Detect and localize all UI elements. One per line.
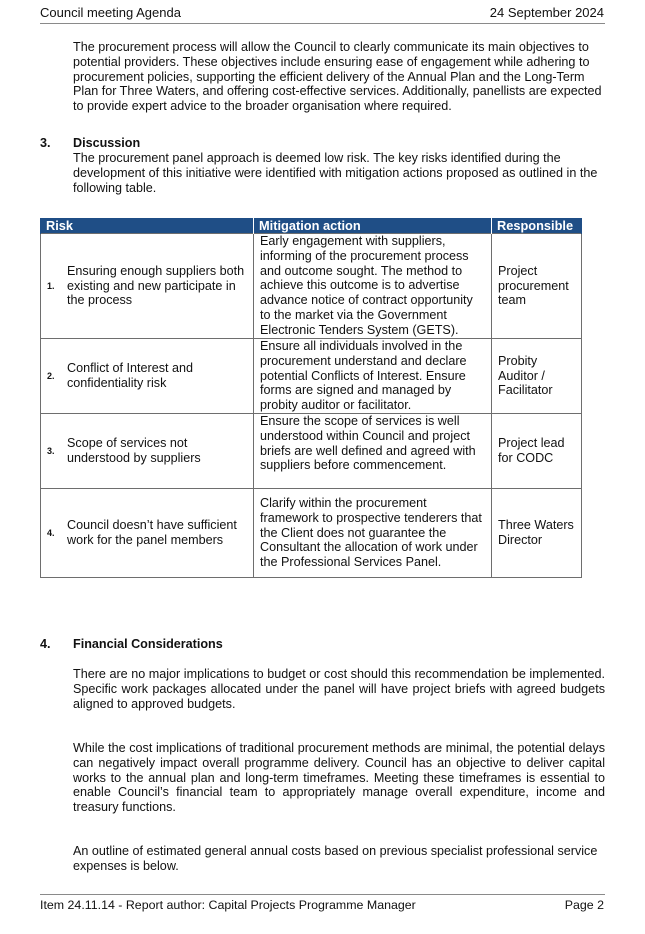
- row-number: 3.: [47, 445, 55, 456]
- responsible-cell: Probity Auditor / Facilitator: [492, 339, 582, 414]
- section-number-financial: 4.: [40, 637, 51, 651]
- discussion-paragraph: The procurement panel approach is deemed low risk. The key risks identified during the development of this initiative were identified with mitigation actions proposed as outlined in the following table.: [73, 151, 598, 195]
- footer-divider: [40, 894, 605, 895]
- mitigation-cell: Ensure the scope of services is well understood within Council and project briefs are well defined and agreed with suppliers before commencement.: [254, 413, 492, 488]
- column-header-responsible: Responsible: [492, 218, 582, 234]
- risk-cell: [41, 413, 254, 488]
- risk-cell: [41, 488, 254, 577]
- column-header-risk: Risk: [41, 218, 254, 234]
- responsible-cell: Project procurement team: [492, 234, 582, 339]
- header-divider: [40, 23, 605, 24]
- table-row: [41, 488, 582, 577]
- risk-table: [40, 218, 582, 578]
- row-number: 2.: [47, 370, 55, 381]
- financial-paragraph: While the cost implications of traditional procurement methods are minimal, the potential delays can negatively impact overall programme delivery. Council has an objective to deliver capital works to the annual plan and long-term timeframes. Meeting these timeframes is essential to enable Council’s financial team to appropriately manage overall expenditure, income and treasury functions.: [73, 741, 605, 815]
- footer-item: Item 24.11.14 - Report author: Capital Projects Programme Manager: [40, 898, 416, 912]
- risk-cell: [41, 234, 254, 339]
- header-title: Council meeting Agenda: [40, 5, 181, 20]
- mitigation-cell: Ensure all individuals involved in the procurement understand and declare potential Conflicts of Interest. Ensure forms are signed and managed by probity auditor or facilitator.: [254, 339, 492, 414]
- mitigation-cell: Clarify within the procurement framework to prospective tenderers that the Client does not guarantee the Consultant the allocation of work under the Professional Services Panel.: [254, 488, 492, 577]
- risk-cell: [41, 339, 254, 414]
- table-row: [41, 413, 582, 488]
- column-header-mitigation: Mitigation action: [254, 218, 492, 234]
- section-title-financial: Financial Considerations: [73, 637, 223, 651]
- mitigation-cell: Early engagement with suppliers, informing of the procurement process and outcome sought. The method to achieve this outcome is to advertise advance notice of contract opportunity to the market via the Government Electronic Tenders System (GETS).: [254, 234, 492, 339]
- header-date: 24 September 2024: [489, 5, 604, 20]
- responsible-cell: Project lead for CODC: [492, 413, 582, 488]
- risk-text: Conflict of Interest and confidentiality risk: [67, 361, 194, 390]
- financial-paragraph: There are no major implications to budget or cost should this recommendation be implemented. Specific work packages allocated under the panel will have project briefs with agreed budgets aligned to approved budgets.: [73, 667, 605, 711]
- table-row: [41, 339, 582, 414]
- intro-paragraph: The procurement process will allow the Council to clearly communicate its main objectives to potential providers. These objectives include ensuring ease of engagement while adhering to procurement policies, supporting the efficient delivery of the Annual Plan and the Long-Term Plan for Three Waters, and offering cost-effective services. Additionally, panellists are expected to provide expert advice to the broader organisation where required.: [73, 40, 602, 114]
- section-number-discussion: 3.: [40, 136, 51, 150]
- financial-paragraph: An outline of estimated general annual costs based on previous specialist professional service expenses is below.: [73, 844, 598, 873]
- risk-text: Council doesn’t have sufficient work for the panel members: [67, 518, 237, 547]
- risk-table-header: [41, 218, 582, 234]
- risk-text: Scope of services not understood by suppliers: [67, 436, 201, 465]
- risk-text: Ensuring enough suppliers both existing and new participate in the process: [67, 263, 245, 308]
- section-title-discussion: Discussion: [73, 136, 141, 150]
- row-number: 4.: [47, 527, 55, 538]
- table-row: [41, 234, 582, 339]
- footer-page-number: Page 2: [564, 898, 604, 912]
- row-number: 1.: [47, 280, 55, 291]
- responsible-cell: Three Waters Director: [492, 488, 582, 577]
